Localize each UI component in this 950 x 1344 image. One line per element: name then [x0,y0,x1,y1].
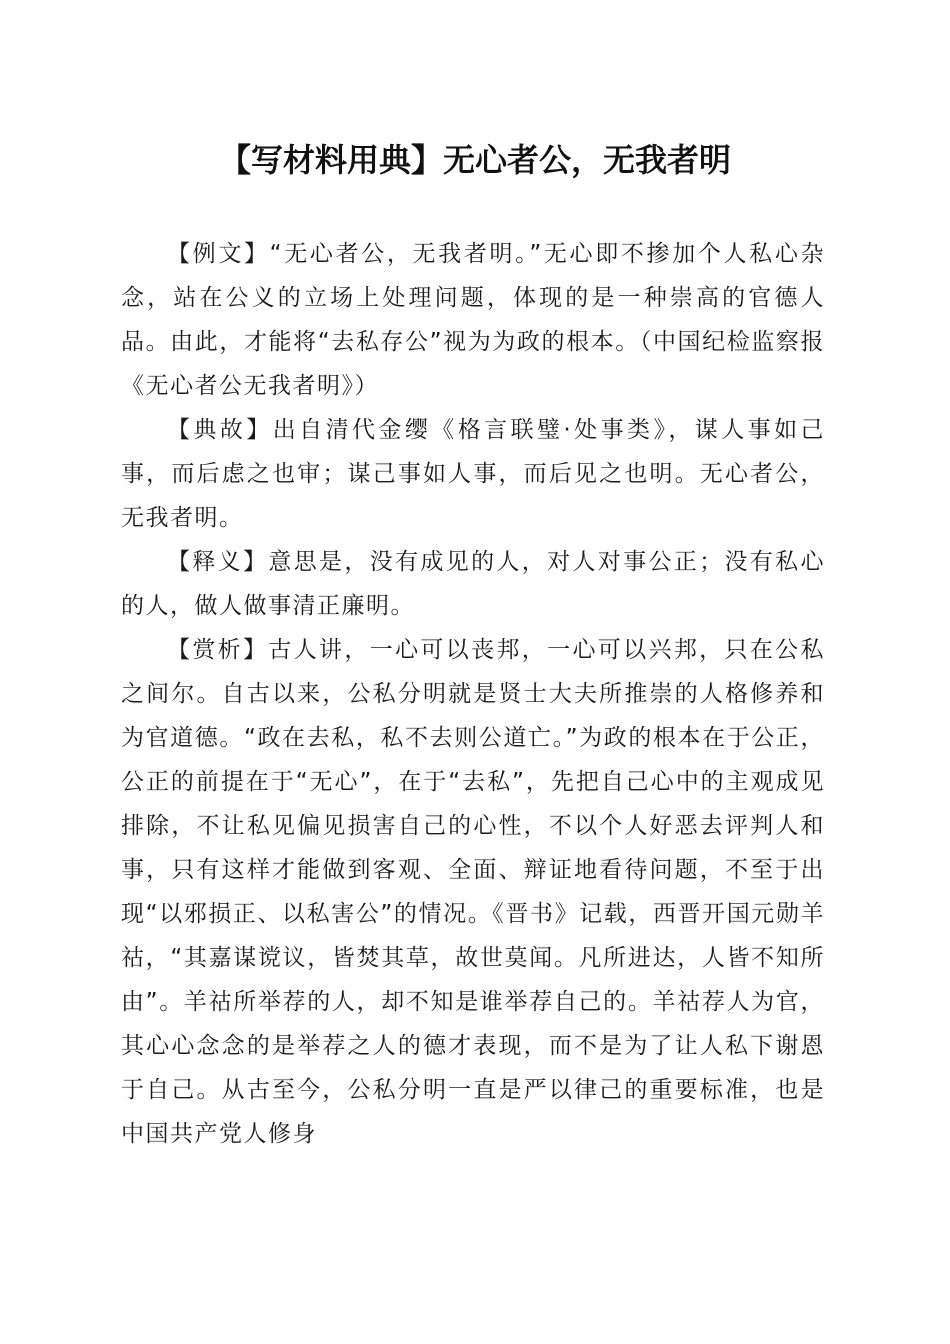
paragraph-appreciation [121,628,825,1156]
paragraph-example [121,232,825,408]
paragraph-text: “无心者公，无我者明。”无心即不掺加个人私心杂念，站在公义的立场上处理问题，体现的是一种崇高的官德人品。由此，才能将“去私存公”视为为政的根本。（中国纪检监察报《无心者公无我者明》） [121,241,825,399]
paragraph-tag: 【例文】 [167,241,270,267]
paragraph-tag: 【典故】 [167,417,273,443]
paragraph-text: 出自清代金缨《格言联璧·处事类》，谋人事如己事，而后虑之也审；谋己事如人事，而后见之也明。无心者公，无我者明。 [121,417,826,531]
paragraph-meaning [121,540,825,628]
document-title: 【写材料用典】无心者公，无我者明 [218,141,731,179]
paragraph-tag: 【赏析】 [167,637,269,663]
paragraph-allusion [121,408,825,540]
paragraph-text: 意思是，没有成见的人，对人对事公正；没有私心的人，做人做事清正廉明。 [121,549,826,619]
paragraph-tag: 【释义】 [167,549,269,575]
paragraph-text: 古人讲，一心可以丧邦，一心可以兴邦，只在公私之间尔。自古以来，公私分明就是贤士大夫所推崇的人格修养和为官道德。“政在去私，私不去则公道亡。”为政的根本在于公正，公正的前提在于“无心”，在于“去私”，先把自己心中的主观成见排除，不让私见偏见损害自己的心性，不以个人好恶去评判人和事，只有这样才能做到客观、全面、辩证地看待问题，不至于出现“以邪损正、以私害公”的情况。《晋书》记载，西晋开国元勋羊祜，“其嘉谋谠议，皆焚其草，故世莫闻。凡所进达，人皆不知所由”。羊祜所举荐的人，却不知是谁举荐自己的。羊祜荐人为官，其心心念念的是举荐之人的德才表现，而不是为了让人私下谢恩于自己。从古至今，公私分明一直是严以律己的重要标准，也是中国共产党人修身 [121,637,826,1147]
document-body [121,232,825,1156]
